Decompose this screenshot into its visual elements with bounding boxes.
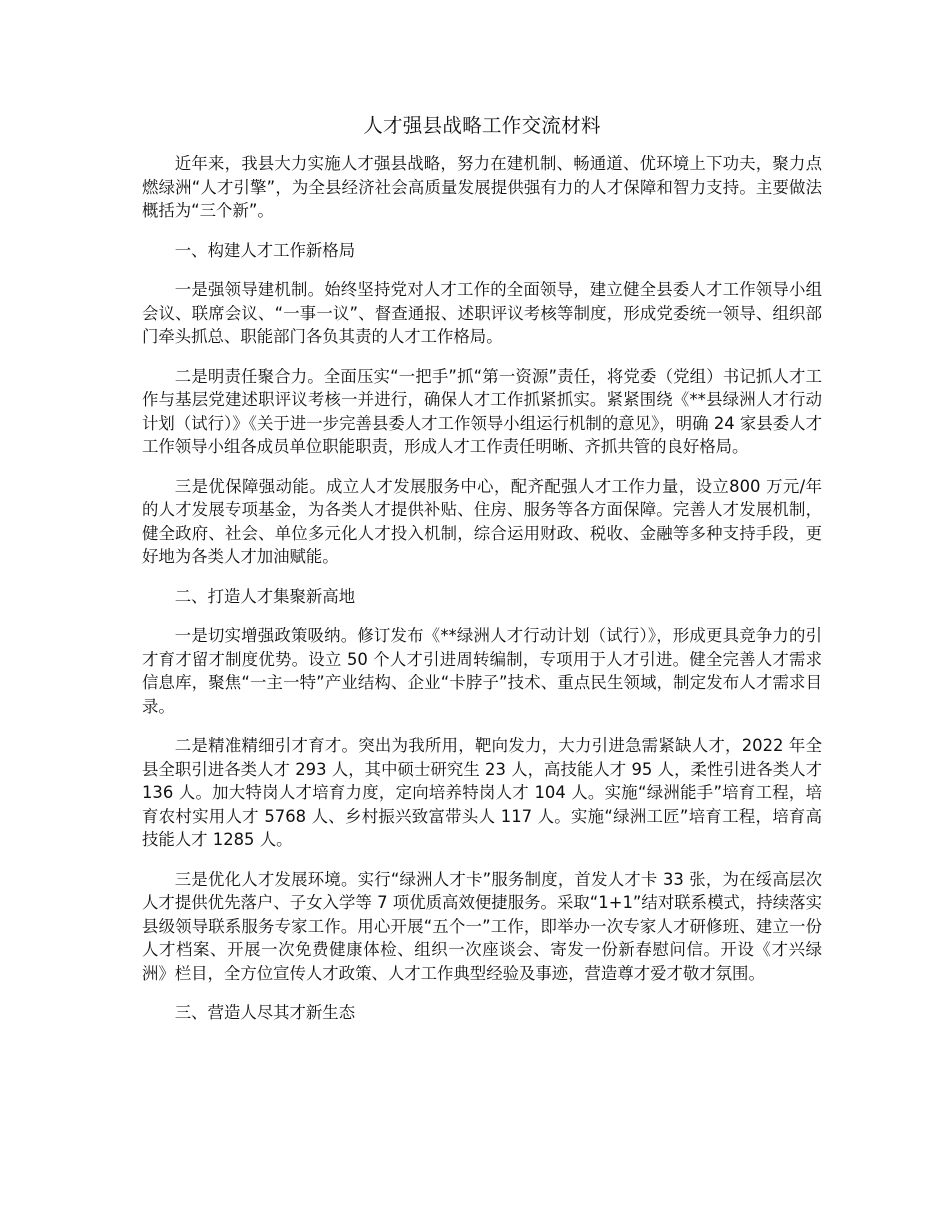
document-title: 人才强县战略工作交流材料 [363, 114, 601, 137]
section-heading-3: 三、营造人尽其才新生态 [174, 1003, 356, 1022]
paragraph: 二是明责任聚合力。全面压实“一把手”抓“第一资源”责任，将党委（党组）书记抓人才工作与基层党建述职评议考核一并进行，确保人才工作抓紧抓实。紧紧围绕《**县绿洲人才行动计划（试行）》《关于进一步完善县委人才工作领导小组运行机制的意见》，明确 24 家县委人才工作领导小组各成员单位职能职责，形成人才工作责任明晰、齐抓共管的良好格局。 [142, 366, 822, 456]
paragraph: 三是优化人才发展环境。实行“绿洲人才卡”服务制度，首发人才卡 33 张，为在绥高层次人才提供优先落户、子女入学等 7 项优质高效便捷服务。采取“1+1”结对联系模式，持续落实县级领导联系服务专家工作。用心开展“五个一”工作，即举办一次专家人才研修班、建立一份人才档案、开展一次免费健康体检、组织一次座谈会、寄发一份新春慰问信。开设《才兴绿洲》栏目，全方位宣传人才政策、人才工作典型经验及事迹，营造尊才爱才敬才氛围。 [142, 869, 822, 983]
section-heading-1: 一、构建人才工作新格局 [174, 240, 356, 260]
intro-paragraph: 近年来，我县大力实施人才强县战略，努力在建机制、畅通道、优环境上下功夫，聚力点燃绿洲“人才引擎”，为全县经济社会高质量发展提供强有力的人才保障和智力支持。主要做法概括为“三个新”。 [142, 154, 822, 220]
paragraph: 三是优保障强动能。成立人才发展服务中心，配齐配强人才工作力量，设立800 万元/年的人才发展专项基金，为各类人才提供补贴、住房、服务等各方面保障。完善人才发展机制，健全政府、社会、单位多元化人才投入机制，综合运用财政、税收、金融等多种支持手段，更好地为各类人才加油赋能。 [142, 476, 822, 566]
paragraph: 一是强领导建机制。始终坚持党对人才工作的全面领导，建立健全县委人才工作领导小组会议、联席会议、“一事一议”、督查通报、述职评议考核等制度，形成党委统一领导、组织部门牵头抓总、职能部门各负其责的人才工作格局。 [142, 280, 822, 346]
document-body [142, 112, 822, 1041]
paragraph: 一是切实增强政策吸纳。修订发布《**绿洲人才行动计划（试行）》，形成更具竞争力的引才育才留才制度优势。设立 50 个人才引进周转编制，专项用于人才引进。健全完善人才需求信息库，聚焦“一主一特”产业结构、企业“卡脖子”技术、重点民生领域，制定发布人才需求目录。 [142, 626, 822, 716]
paragraph: 二是精准精细引才育才。突出为我所用，靶向发力，大力引进急需紧缺人才，2022 年全县全职引进各类人才 293 人，其中硕士研究生 23 人，高技能人才 95 人，柔性引进各类人才 136 人。加大特岗人才培育力度，定向培养特岗人才 104 人。实施“绿洲能手”培育工程，培育农村实用人才 5768 人、乡村振兴致富带头人 117 人。实施“绿洲工匠”培育工程，培育高技能人才 1285 人。 [142, 736, 822, 849]
section-heading-2: 二、打造人才集聚新高地 [174, 586, 356, 606]
